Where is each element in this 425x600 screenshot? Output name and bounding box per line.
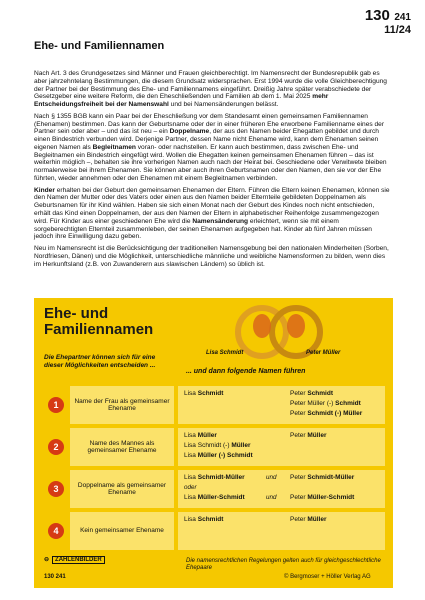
page-title: Ehe- und Familiennamen [34,40,165,52]
option-number-badge: 2 [48,439,64,455]
person-label-lisa: Lisa Schmidt [206,350,244,356]
lisa-name: Lisa Müller (-) Schmidt [184,452,253,459]
publisher-mark-icon: ⊖ [44,557,50,563]
peter-name: Peter Müller [290,432,327,439]
document-number [365,8,411,36]
infographic-title: Ehe- und Familiennamen [44,305,154,338]
option-result [178,470,385,508]
lisa-name: Lisa Schmidt [184,516,224,523]
option-row-2 [42,428,385,466]
graphic-code: 130 241 [44,574,66,580]
peter-name: Peter Schmidt (-) Müller [290,410,363,417]
option-row-3 [42,470,385,508]
paragraph-4: Neu im Namensrecht ist die Berücksichtigung der traditionellen Namensgebung bei den nationalen Minderheiten (Sorben, Nordfriesen, Dänen) und die Möglichkeit, unterschiedliche männliche und weibliche Namensformen zu bilden, wenn dies im Herkunftsland (z.B. von Zuwanderern aus slawischen Ländern) so üblich ist. [34,245,389,268]
lisa-name: Lisa Schmidt [184,390,224,397]
paragraph-1: Nach Art. 3 des Grundgesetzes sind Männer und Frauen gleichberechtigt. Im Namensrecht der Bundesrepublik gab es aber jahrzehntelang Bestimmungen, die diesem Grundsatz widersprachen. Erst 1994 wurde die volle Gleichberechtigung der Partner bei der Bestimmung des Ehe- und Familiennamens eingeführt. Dreißig Jahre später verabschiedete der Gesetzgeber eine weitere Reform, die den Eheschließenden und Familien ab dem 1. Mai 2025 mehr Entscheidungsfreiheit bei der Namenswahl und bei Namensänderungen belässt. [34,70,387,109]
paragraph-3: Kinder erhalten bei der Geburt den gemeinsamen Ehenamen der Eltern. Führen die Eltern keinen Ehenamen, können sie den Namen der Mutter oder des Vaters oder einen aus den Namen beider Elternteile gebildeten Doppelnamen als Geburtsnamen für ihr Kind wählen. Haben sie sich einen Monat nach der Geburt des Kindes noch nicht entschieden, erhält das Kind einen Doppelnamen, der aus den Namen der Eltern in alphabetischer Reihenfolge zusammengezogen wird. Für Kinder aus einer geschiedenen Ehe wird die Namensänderung erleichtert, wenn sie mit einem sorgeberechtigten Elternteil zusammenleben, der seinen Ehenamen aufgegeben hat. Kinder ab fünf Jahren müssen jedoch ihre Einwilligung dazu geben. [34,186,390,241]
lisa-name: Lisa Müller-Schmidt [184,494,245,501]
footnote: Die namensrechtlichen Regelungen gelten auch für gleichgeschlechtliche Ehepaare [186,558,381,572]
conjunction: und [266,494,277,501]
option-result [178,386,385,424]
document-number-sub: 241 [394,12,411,23]
article-body [34,70,392,272]
option-result [178,512,385,550]
conjunction: und [266,474,277,481]
infographic-subtitle: Die Ehepartner können sich für eine dieser Möglichkeiten entscheiden ... [44,354,156,369]
person-label-peter: Peter Müller [306,350,341,356]
result-heading: ... und dann folgende Namen führen [186,368,306,375]
option-label: Name der Frau als gemeinsamer Ehename [70,386,174,424]
peter-name: Peter Müller [290,516,327,523]
option-label: Doppelname als gemeinsamer Ehename [70,470,174,508]
option-row-1 [42,386,385,424]
peter-name: Peter Müller-Schmidt [290,494,355,501]
option-label: Kein gemeinsamer Ehename [70,512,174,550]
peter-name: Peter Müller (-) Schmidt [290,400,361,407]
conjunction: oder [184,484,197,491]
copyright: © Bergmoser + Höller Verlag AG [284,574,371,580]
option-number-badge: 4 [48,523,64,539]
infographic-panel [34,298,393,588]
option-label: Name des Mannes als gemeinsamer Ehename [70,428,174,466]
page-indicator: 11/24 [384,23,411,36]
option-number-badge: 3 [48,481,64,497]
zahlenbilder-logo: ⊖ ZAHLENBILDER [44,556,105,564]
lisa-name: Lisa Müller [184,432,217,439]
lisa-name: Lisa Schmidt (-) Müller [184,442,251,449]
peter-name: Peter Schmidt-Müller [290,474,355,481]
option-number-badge: 1 [48,397,64,413]
lisa-name: Lisa Schmidt-Müller [184,474,245,481]
option-result [178,428,385,466]
paragraph-2: Nach § 1355 BGB kann ein Paar bei der Eheschließung vor dem Standesamt einen gemeinsamen Familiennamen (Ehenamen) bestimmen. Das kann der Geburtsname oder der in einer früheren Ehe erworbene Familienname eines der Partner sein oder aber – und das ist neu – ein Doppelname, der aus den Namen beider Ehegatten gebildet und durch einen Bindestrich verbunden wird. Derjenige Partner, dessen Name nicht Ehename wird, kann dem Ehenamen seinen eigenen Namen als Begleitnamen voran- oder nachstellen. Er kann auch bestimmen, dass zwischen Ehe- und Begleitnamen ein Bindestrich eingefügt wird. Wollen die Ehegatten keinen gemeinsamen Ehenamen führen – das ist weiterhin möglich –, behalten sie ihre vorherigen Namen auch nach der Heirat bei. Geschiedene oder Verwitwete bleiben normalerweise bei ihrem Ehenamen. Sie können aber auch ihren Geburtsnamen oder den Namen, den sie vor der Ehe führten, wieder annehmen oder den Ehenamen mit einem Begleitnamen verbinden. [34,112,387,182]
document-number-main: 130 [364,7,390,24]
option-row-4 [42,512,385,550]
peter-name: Peter Schmidt [290,390,334,397]
